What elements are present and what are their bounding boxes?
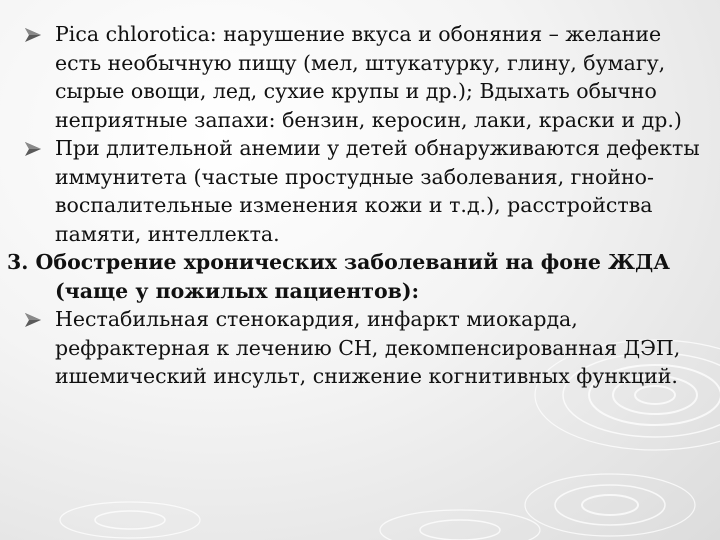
slide-body bbox=[0, 20, 720, 391]
bullet-text: При длительной анемии у детей обнаруживаются дефекты иммунитета (частые простудные заболевания, гнойно-воспалительные изменения кожи и т.д.), расстройства памяти, интеллекта. bbox=[55, 136, 700, 246]
section-heading bbox=[0, 248, 720, 305]
bullet-item-pica bbox=[0, 20, 720, 134]
arrowhead-bullet-icon bbox=[24, 27, 42, 43]
bullet-item-cardiovascular bbox=[0, 305, 720, 391]
arrowhead-bullet-icon bbox=[24, 312, 42, 328]
bullet-text: Нестабильная стенокардия, инфаркт миокарда, рефрактерная к лечению СН, декомпенсированная ДЭП, ишемический инсульт, снижение когнитивных функций. bbox=[55, 307, 681, 388]
arrowhead-bullet-icon bbox=[24, 141, 42, 157]
bullet-text: Pica chlorotica: нарушение вкуса и обоняния – желание есть необычную пищу (мел, штукатурку, глину, бумагу, сырые овощи, лед, сухие крупы и др.); Вдыхать обычно неприятные запахи: бензин, керосин, лаки, краски и др.) bbox=[55, 22, 682, 132]
bullet-item-children-anemia bbox=[0, 134, 720, 248]
heading-text: 3. Обострение хронических заболеваний на фоне ЖДА (чаще у пожилых пациентов): bbox=[7, 250, 670, 303]
